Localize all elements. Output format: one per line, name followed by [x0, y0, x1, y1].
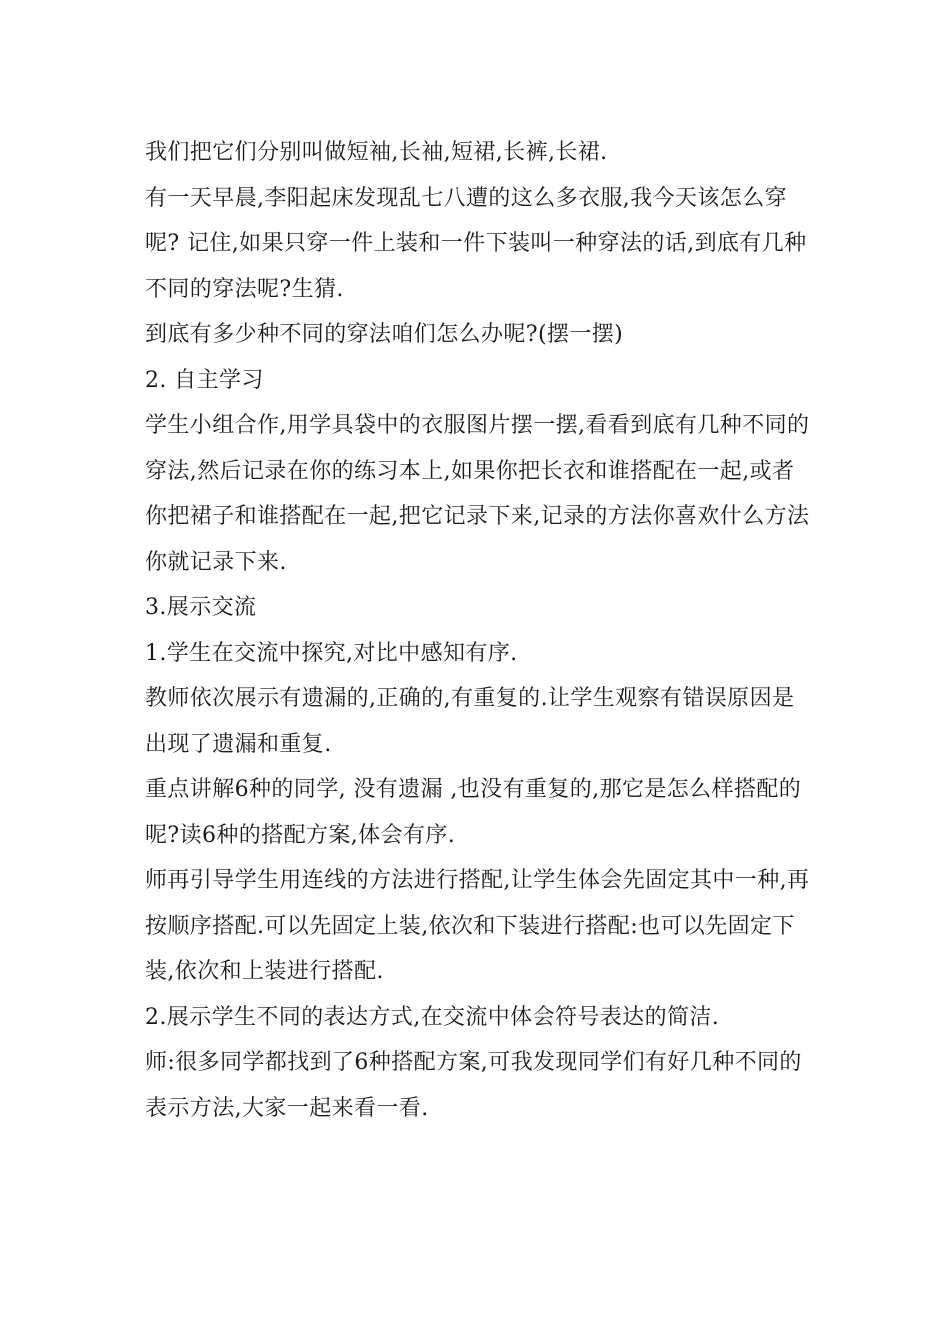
paragraph-10: 师再引导学生用连线的方法进行搭配,让学生体会先固定其中一种,再按顺序搭配.可以先固定上装,依次和下装进行搭配:也可以先固定下装,依次和上装进行搭配.: [145, 868, 810, 984]
paragraph-8: 教师依次展示有遗漏的,正确的,有重复的.让学生观察有错误原因是出现了遗漏和重复.: [145, 686, 795, 757]
paragraph-7: 1.学生在交流中探究,对比中感知有序.: [145, 640, 518, 666]
paragraph-12: 师:很多同学都找到了6种搭配方案,可我发现同学们有好几种不同的表示方法,大家一起来看一看.: [145, 1050, 802, 1121]
paragraph-9: 重点讲解6种的同学, 没有遗漏 ,也没有重复的,那它是怎么样搭配的呢?读6种的搭配方案,体会有序.: [145, 777, 802, 848]
section-heading-exchange: 3.展示交流: [145, 595, 257, 620]
paragraph-2: 有一天早晨,李阳起床发现乱七八遭的这么多衣服,我今天该怎么穿呢? 记住,如果只穿一件上装和一件下装叫一种穿法的话,到底有几种不同的穿法呢?生猜.: [145, 185, 807, 302]
section-heading-self-study: 2. 自主学习: [145, 367, 264, 393]
paragraph-11: 2.展示学生不同的表达方式,在交流中体会符号表达的简洁.: [145, 1004, 720, 1030]
paragraph-3: 到底有多少种不同的穿法咱们怎么办呢?(摆一摆): [145, 322, 624, 347]
document-body: [145, 130, 810, 1131]
paragraph-1: 我们把它们分别叫做短袖,长袖,短裙,长裤,长裙.: [145, 140, 608, 165]
paragraph-5: 学生小组合作,用学具袋中的衣服图片摆一摆,看看到底有几种不同的穿法,然后记录在你的练习本上,如果你把长衣和谁搭配在一起,或者你把裙子和谁搭配在一起,把它记录下来,记录的方法你喜欢什么方法你就记录下来.: [145, 413, 810, 575]
